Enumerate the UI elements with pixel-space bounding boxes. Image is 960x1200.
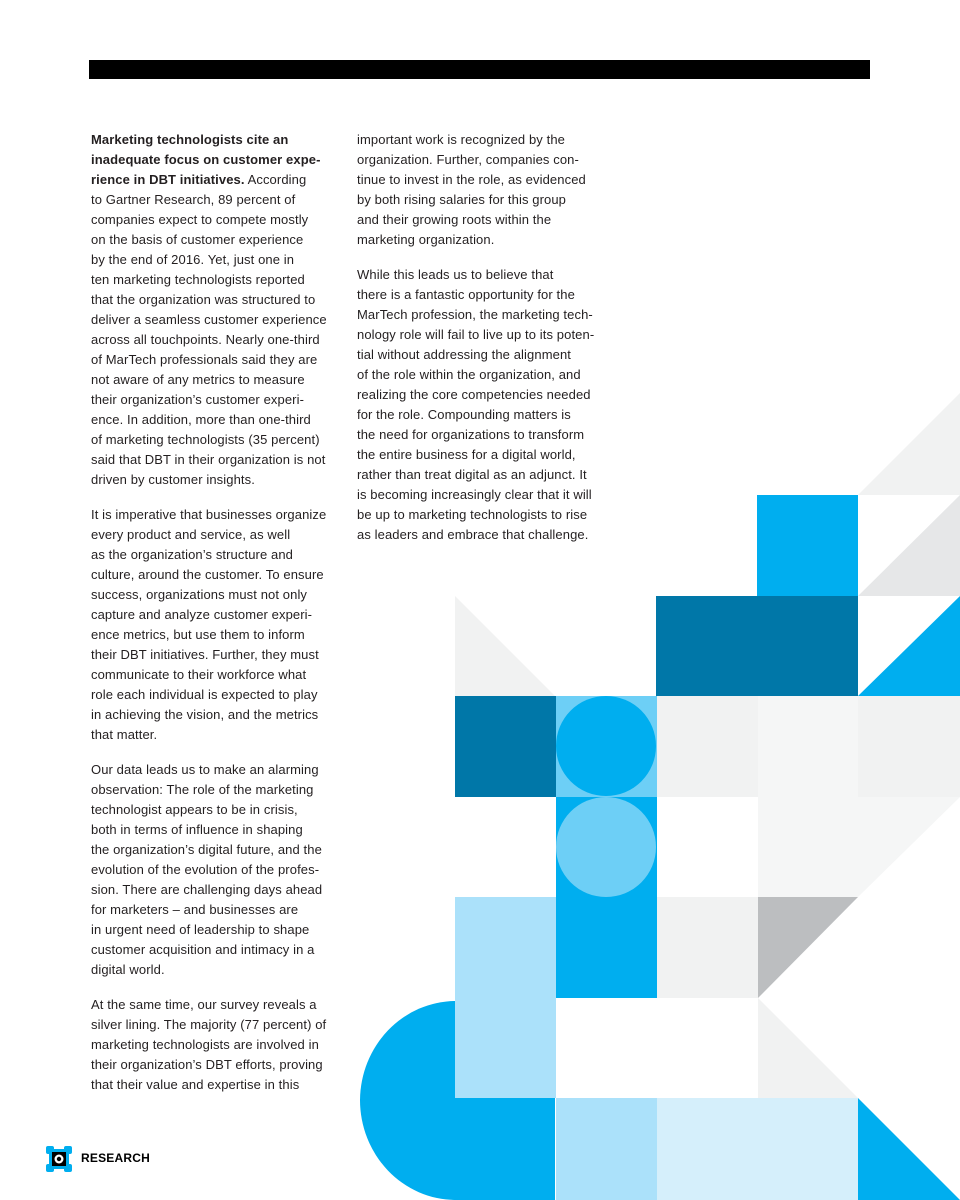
blue-square — [556, 897, 657, 998]
gray-square — [657, 897, 758, 998]
text-line: be up to marketing technologists to rise — [357, 507, 588, 522]
text-line: customer acquisition and intimacy in a — [91, 942, 315, 957]
text-line: observation: The role of the marketing — [91, 782, 314, 797]
text-line: to Gartner Research, 89 percent of — [91, 192, 296, 207]
light-blue-circle — [556, 797, 656, 897]
text-line: their DBT initiatives. Further, they must — [91, 647, 319, 662]
text-line: by the end of 2016. Yet, just one in — [91, 252, 295, 267]
text-line: the entire business for a digital world, — [357, 447, 576, 462]
text-line: the need for organizations to transform — [357, 427, 585, 442]
gray-triangle — [758, 998, 858, 1098]
gray-square — [657, 696, 758, 797]
paler-blue-rect — [657, 1098, 858, 1200]
text-line: ence metrics, but use them to inform — [91, 627, 305, 642]
text-line: organization. Further, companies con- — [357, 152, 579, 167]
text-line: is becoming increasingly clear that it will — [357, 487, 592, 502]
blue-square — [556, 797, 657, 897]
gray-triangle — [858, 393, 960, 495]
text-line: said that DBT in their organization is not — [91, 452, 326, 467]
text-line: MarTech profession, the marketing tech- — [357, 307, 593, 322]
text-line: in achieving the vision, and the metrics — [91, 707, 319, 722]
text-line: Our data leads us to make an alarming — [91, 762, 319, 777]
text-line: in urgent need of leadership to shape — [91, 922, 310, 937]
text-line: tinue to invest in the role, as evidenced — [357, 172, 586, 187]
paragraph — [91, 995, 341, 1095]
dark-gray-triangle — [758, 897, 858, 998]
text-line: While this leads us to believe that — [357, 267, 554, 282]
text-line: their organization’s customer experi- — [91, 392, 305, 407]
blue-circle — [556, 696, 656, 796]
text-line: tial without addressing the alignment — [357, 347, 571, 362]
text-line: of the role within the organization, and — [357, 367, 581, 382]
text-line: At the same time, our survey reveals a — [91, 997, 317, 1012]
text-line: sion. There are challenging days ahead — [91, 882, 323, 897]
paragraph — [357, 265, 609, 545]
text-line: It is imperative that businesses organize — [91, 507, 327, 522]
gray-square — [758, 696, 858, 797]
text-line: realizing the core competencies needed — [357, 387, 591, 402]
text-line: technologist appears to be in crisis, — [91, 802, 298, 817]
paragraph — [91, 760, 341, 980]
text-line: success, organizations must not only — [91, 587, 308, 602]
text-line: on the basis of customer experience — [91, 232, 304, 247]
paragraph — [91, 130, 341, 490]
text-line: Marketing technologists cite an — [91, 132, 289, 147]
pale-blue-square — [556, 1098, 657, 1200]
text-line: the organization’s digital future, and the — [91, 842, 322, 857]
text-line — [91, 170, 341, 190]
text-line: culture, around the customer. To ensure — [91, 567, 324, 582]
paragraph — [91, 505, 341, 745]
text-line: every product and service, as well — [91, 527, 291, 542]
gray-shape — [758, 797, 960, 897]
text-line: for the role. Compounding matters is — [357, 407, 571, 422]
text-line: deliver a seamless customer experience — [91, 312, 327, 327]
research-logo-icon — [46, 1146, 72, 1172]
paragraph — [357, 130, 609, 250]
text-line: that the organization was structured to — [91, 292, 316, 307]
text-line: ence. In addition, more than one-third — [91, 412, 311, 427]
pale-blue-rect — [455, 897, 556, 1098]
lead-heading-end: rience in DBT initiatives. — [91, 172, 245, 187]
text-line: of MarTech professionals said they are — [91, 352, 318, 367]
big-blue-circle-left — [360, 1001, 455, 1200]
text-line: ten marketing technologists reported — [91, 272, 305, 287]
footer-label: RESEARCH — [81, 1151, 150, 1165]
text-line: evolution of the evolution of the profes- — [91, 862, 320, 877]
big-blue-circle — [365, 1001, 555, 1200]
gray-square — [858, 696, 960, 797]
lead-heading — [91, 130, 341, 170]
text-line: both in terms of influence in shaping — [91, 822, 303, 837]
gray-triangle — [858, 495, 960, 596]
text-line: silver lining. The majority (77 percent) of — [91, 1017, 327, 1032]
blue-triangle — [858, 1098, 960, 1200]
text-line: marketing organization. — [357, 232, 495, 247]
text-line: rather than treat digital as an adjunct. It — [357, 467, 587, 482]
text-line: across all touchpoints. Nearly one-third — [91, 332, 320, 347]
light-blue-square — [556, 696, 657, 797]
dark-blue-square — [455, 696, 556, 797]
text-line: companies expect to compete mostly — [91, 212, 309, 227]
blue-triangle — [858, 596, 960, 696]
text-line: nology role will fail to live up to its poten- — [357, 327, 595, 342]
text-line: of marketing technologists (35 percent) — [91, 432, 320, 447]
gray-triangle — [455, 596, 555, 696]
left-column — [91, 130, 341, 1110]
text-line: by both rising salaries for this group — [357, 192, 567, 207]
header-rule — [89, 60, 870, 79]
text-line: not aware of any metrics to measure — [91, 372, 305, 387]
lead-tail: According — [244, 172, 307, 187]
text-line: capture and analyze customer experi- — [91, 607, 313, 622]
text-line: as leaders and embrace that challenge. — [357, 527, 589, 542]
text-line: there is a fantastic opportunity for the — [357, 287, 575, 302]
blue-square — [757, 495, 858, 596]
text-line: role each individual is expected to play — [91, 687, 318, 702]
text-line: for marketers – and businesses are — [91, 902, 299, 917]
text-line: and their growing roots within the — [357, 212, 552, 227]
text-line: that matter. — [91, 727, 158, 742]
text-line: as the organization’s structure and — [91, 547, 293, 562]
text-line: marketing technologists are involved in — [91, 1037, 319, 1052]
right-column — [357, 130, 609, 560]
text-line: driven by customer insights. — [91, 472, 255, 487]
text-line: digital world. — [91, 962, 165, 977]
text-line: their organization’s DBT efforts, proving — [91, 1057, 323, 1072]
text-line: important work is recognized by the — [357, 132, 565, 147]
text-line: communicate to their workforce what — [91, 667, 307, 682]
text-line: inadequate focus on customer expe- — [91, 152, 321, 167]
dark-blue-rect — [656, 596, 858, 696]
text-line: that their value and expertise in this — [91, 1077, 300, 1092]
